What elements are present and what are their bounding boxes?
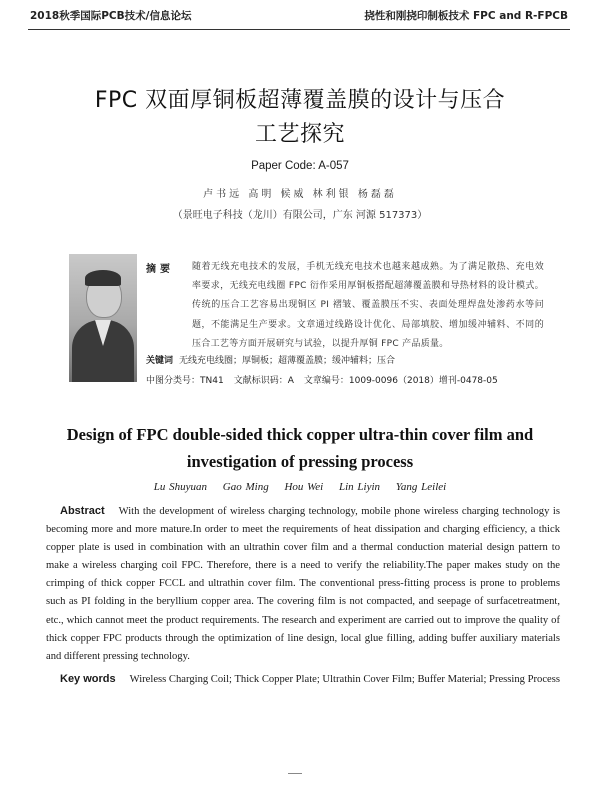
clc-value: TN41 bbox=[200, 376, 224, 386]
page-footer-mark bbox=[288, 773, 302, 778]
abstract-en bbox=[46, 502, 560, 666]
paper-code: Paper Code: A-057 bbox=[251, 160, 349, 172]
keywords-cn-text: 无线充电线圈；厚铜板；超薄覆盖膜；缓冲辅料；压合 bbox=[179, 356, 396, 366]
keywords-en-text: Wireless Charging Coil; Thick Copper Plate; Ultrathin Cover Film; Buffer Material; Pressing Process bbox=[129, 674, 560, 685]
affiliation-cn: （景旺电子科技（龙川）有限公司，广东 河源 517373） bbox=[172, 210, 428, 221]
doc-code-label: 文献标识码： bbox=[233, 376, 288, 386]
author-en: Lu Shuyuan bbox=[153, 481, 208, 493]
title-cn-line2: 工艺探究 bbox=[254, 122, 345, 147]
author-en: Hou Wei bbox=[284, 481, 324, 493]
keywords-en bbox=[46, 670, 560, 689]
abstract-cn-label: 摘要 bbox=[146, 264, 174, 275]
author-photo bbox=[69, 254, 137, 382]
article-no-value: 1009-0096（2018）增刊-0478-05 bbox=[348, 376, 498, 386]
authors-cn: 卢书远 高明 候威 林利银 杨磊磊 bbox=[203, 189, 397, 200]
title-en-line2: investigation of pressing process bbox=[186, 452, 414, 471]
classification-cn bbox=[146, 373, 566, 386]
article-no-label: 文章编号： bbox=[303, 376, 349, 386]
keywords-en-label: Key words bbox=[60, 673, 116, 685]
header-left: 2018秋季国际PCB技术/信息论坛 bbox=[30, 10, 192, 22]
abstract-cn-text: 随着无线充电技术的发展，手机无线充电技术也越来越成熟。为了满足散热、充电效率要求，无线充电线圈 FPC 衍作采用厚铜板搭配超薄覆盖膜和导热材料的设计模式。传统的压合工艺容易出现铜区 PI 褶皱、覆盖膜压不实、表面处理焊盘处渗药水等问题，不能满足生产要求。文章通过线路设计优化、局部填胶、增加缓冲辅料、不同的压合工艺等方面开展研究与试验，以提升厚铜 FPC 产品质量。 bbox=[192, 262, 544, 349]
clc-label: 中图分类号： bbox=[146, 376, 201, 386]
authors-en bbox=[0, 481, 600, 493]
doc-code-value: A bbox=[287, 376, 294, 386]
author-en: Yang Leilei bbox=[395, 481, 447, 493]
keywords-cn-label: 关键词 bbox=[146, 356, 174, 366]
keywords-cn bbox=[146, 353, 546, 366]
header-right: 挠性和刚挠印制板技术 FPC and R-FPCB bbox=[364, 10, 568, 22]
author-en: Lin Liyin bbox=[339, 481, 381, 493]
abstract-en-label: Abstract bbox=[60, 505, 105, 517]
title-en-line1: Design of FPC double-sided thick copper ultra-thin cover film and bbox=[66, 425, 534, 444]
abstract-en-text: With the development of wireless charging technology, mobile phone wireless charging technology is becoming more and more mature.In order to meet the requirements of heat dissipation and charging efficiency, a thick copper plate is used in combination with an ultrathin cover film and a thermal conduction material design pattern to make a wireless charging coil FPC. Therefore, there is a need to verify the reliability.The paper makes study on the crimping of thick copper FCCL and ultrathin cover film. The conventional press-fitting process is prone to problems such as PI folding in the beryllium copper area. The covering film is not compacted, and seepage of surfacetreatment, etc., which cannot meet the product requirements. The research and experiment are carried out to improve the quality of thick copper FPC products through the optimization of line design, local glue filling, adding buffer auxiliary materials and different pressing technology. bbox=[46, 506, 560, 662]
title-cn-line1: FPC 双面厚铜板超薄覆盖膜的设计与压合 bbox=[94, 88, 506, 113]
header-divider bbox=[28, 29, 570, 30]
author-en: Gao Ming bbox=[222, 481, 269, 493]
